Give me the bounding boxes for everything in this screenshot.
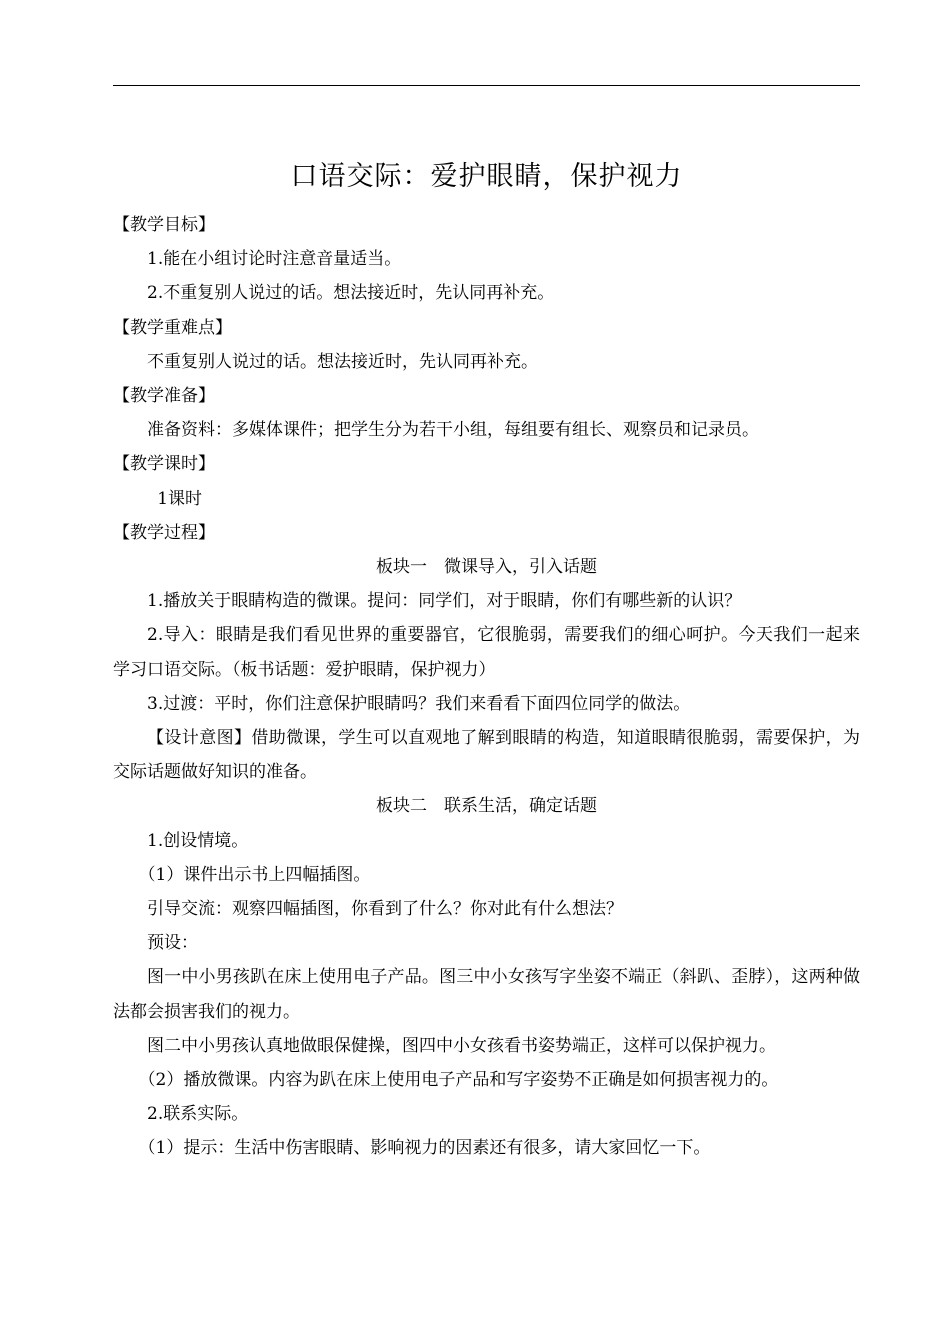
goal-item: 2.不重复别人说过的话。想法接近时，先认同再补充。 [147, 283, 555, 304]
key-points-text: 不重复别人说过的话。想法接近时，先认同再补充。 [147, 351, 538, 372]
periods-text: 1课时 [157, 488, 203, 509]
document-body [113, 152, 860, 1166]
header-rule [113, 85, 860, 86]
block-one-paragraph: 2.导入：眼睛是我们看见世界的重要器官，它很脆弱，需要我们的细心呵护。今天我们一起来学习口语交际。（板书话题：爱护眼睛，保护视力） [113, 625, 860, 680]
document-title: 口语交际：爱护眼睛，保护视力 [290, 161, 683, 192]
section-heading-key-points: 【教学重难点】 [113, 317, 232, 338]
block-two-paragraph: 预设： [147, 933, 198, 954]
block-two-paragraph: 图二中小男孩认真地做眼保健操，图四中小女孩看书姿势端正，这样可以保护视力。 [147, 1035, 776, 1056]
block-two-paragraph: 引导交流：观察四幅插图，你看到了什么？你对此有什么想法？ [147, 899, 623, 920]
block-two-title: 板块二 联系生活，确定话题 [376, 796, 597, 817]
section-heading-goals: 【教学目标】 [113, 215, 215, 235]
block-two-paragraph: 图一中小男孩趴在床上使用电子产品。图三中小女孩写字坐姿不端正（斜趴、歪脖），这两种做法都会损害我们的视力。 [113, 967, 860, 1022]
design-intent: 【设计意图】借助微课，学生可以直观地了解到眼睛的构造，知道眼睛很脆弱，需要保护，为交际话题做好知识的准备。 [113, 728, 860, 783]
section-heading-periods: 【教学课时】 [113, 454, 215, 475]
section-heading-preparation: 【教学准备】 [113, 386, 215, 407]
block-one-title: 板块一 微课导入，引入话题 [376, 557, 597, 578]
block-two-paragraph: 1.创设情境。 [147, 830, 249, 851]
preparation-text: 准备资料：多媒体课件；把学生分为若干小组，每组要有组长、观察员和记录员。 [147, 420, 759, 441]
block-two-paragraph: 2.联系实际。 [147, 1104, 249, 1125]
block-two-paragraph: （1）课件出示书上四幅插图。 [138, 864, 371, 885]
block-one-paragraph: 3.过渡：平时，你们注意保护眼睛吗？我们来看看下面四位同学的做法。 [147, 693, 691, 714]
block-two-paragraph: （2）播放微课。内容为趴在床上使用电子产品和写字姿势不正确是如何损害视力的。 [138, 1070, 779, 1091]
goal-item: 1.能在小组讨论时注意音量适当。 [147, 249, 402, 270]
section-heading-process: 【教学过程】 [113, 522, 215, 543]
block-one-paragraph: 1.播放关于眼睛构造的微课。提问：同学们，对于眼睛，你们有哪些新的认识？ [147, 591, 742, 612]
block-two-paragraph: （1）提示：生活中伤害眼睛、影响视力的因素还有很多，请大家回忆一下。 [138, 1138, 711, 1159]
